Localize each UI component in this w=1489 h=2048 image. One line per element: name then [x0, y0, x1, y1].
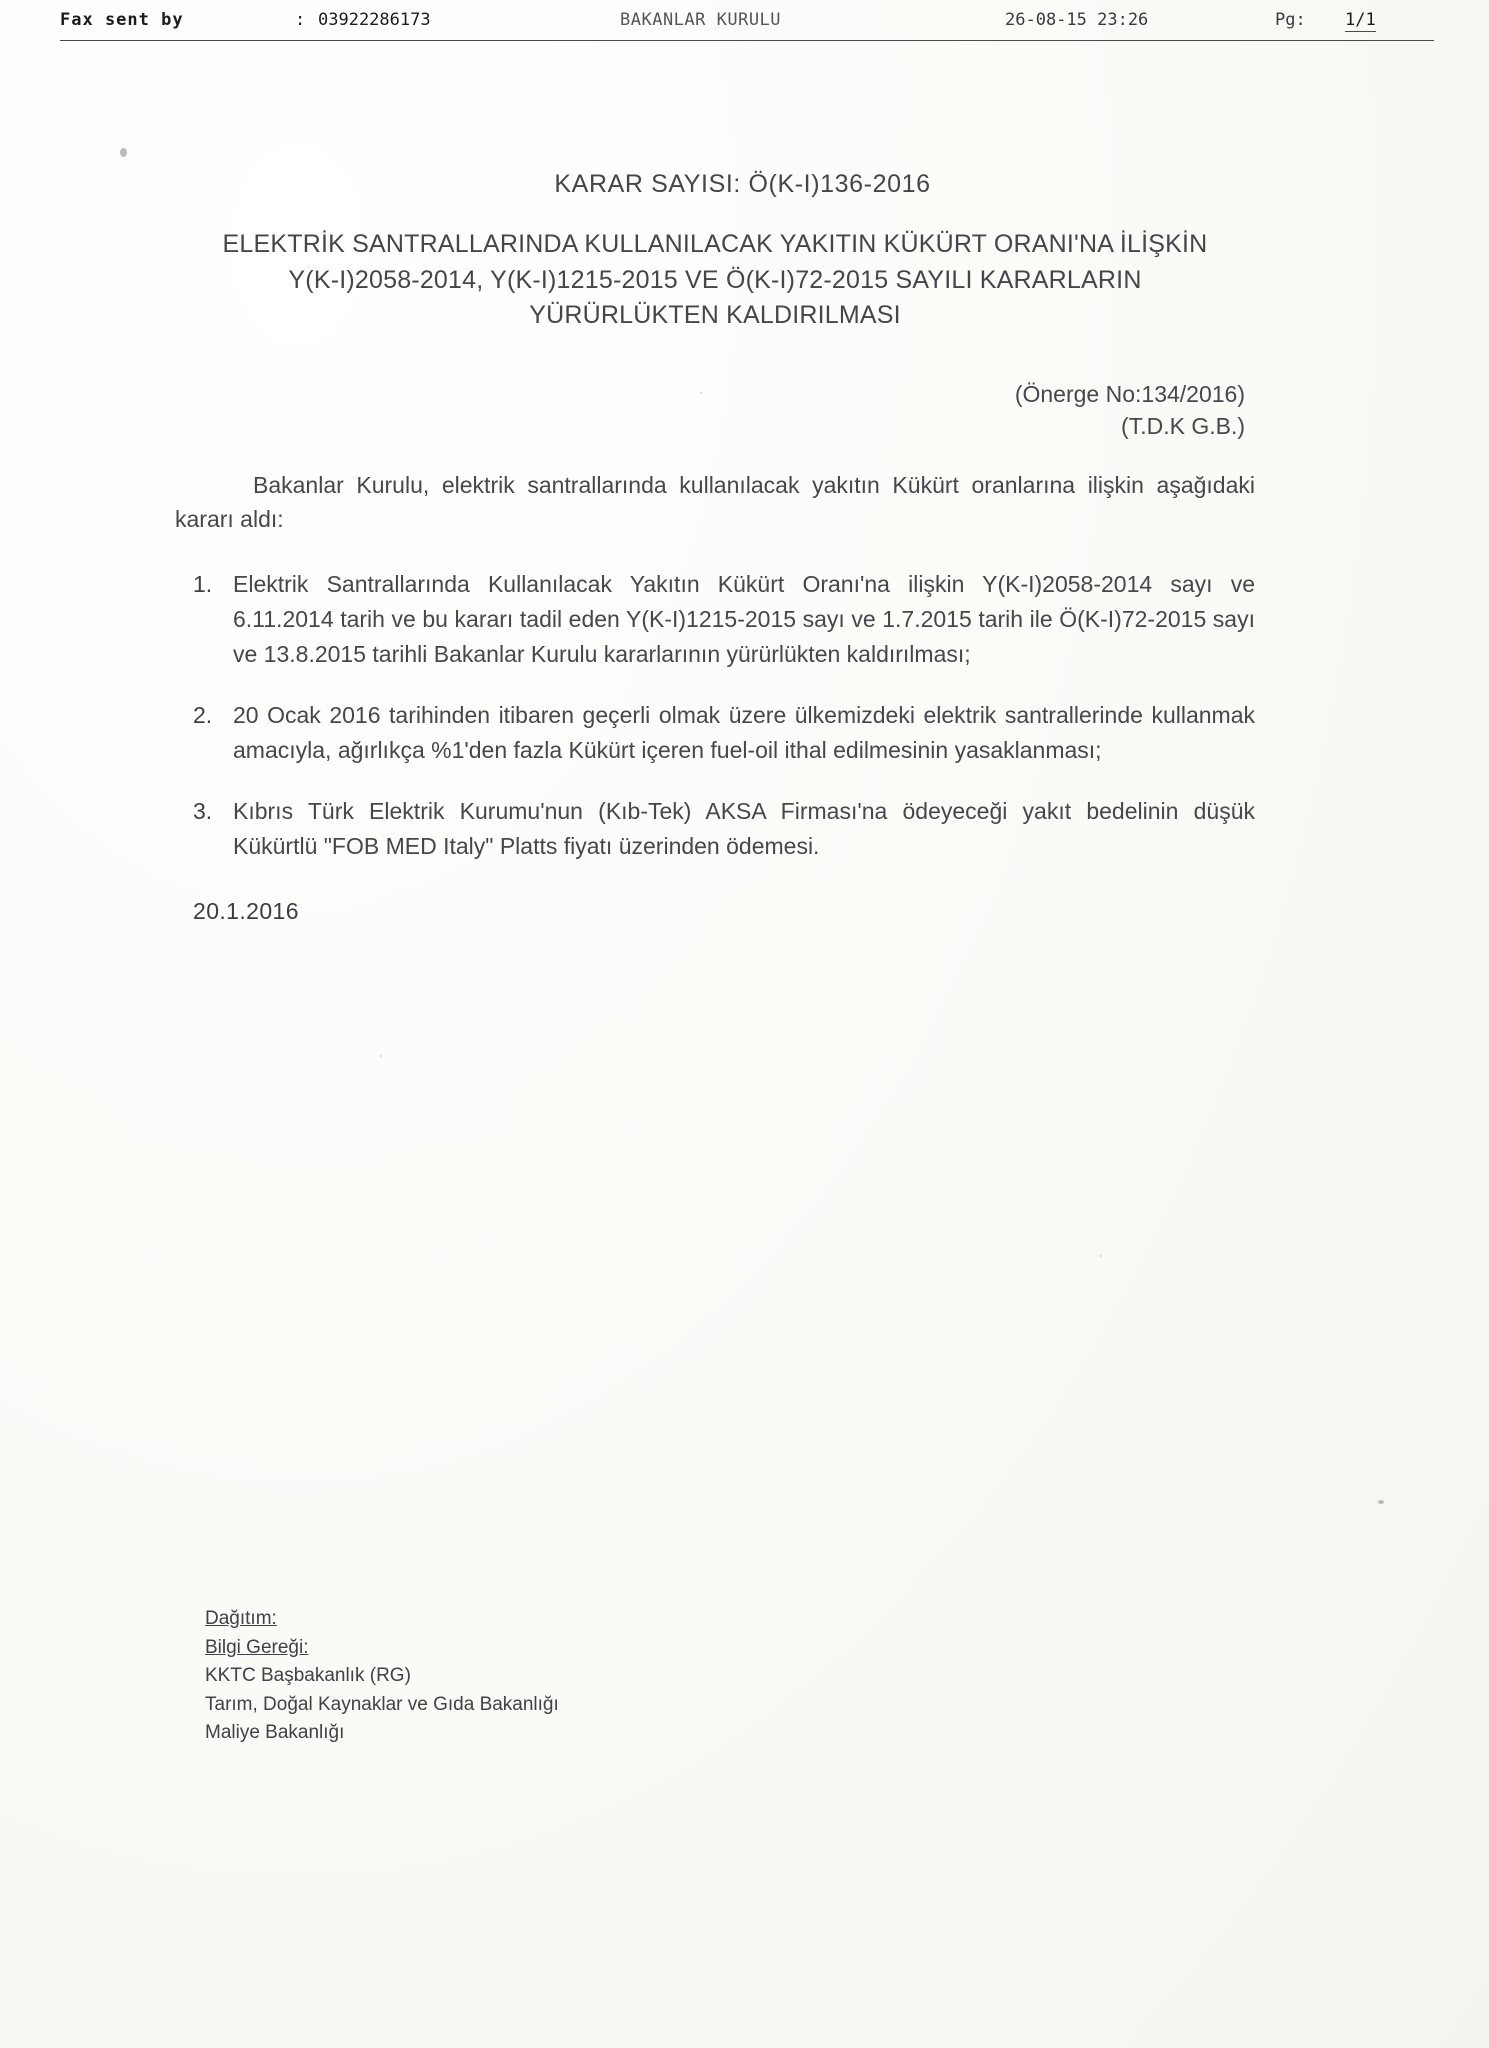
fax-timestamp: 26-08-15 23:26: [1005, 10, 1149, 30]
clause-item: Kıbrıs Türk Elektrik Kurumu'nun (Kıb-Tek) AKSA Firması'na ödeyeceği yakıt bedelinin düşük Kükürtlü "FOB MED Italy" Platts fiyatı üzerinden ödemesi.: [233, 797, 1255, 859]
distribution-heading: Dağıtım:: [205, 1608, 277, 1629]
distribution-item: KKTC Başbakanlık (RG): [205, 1665, 411, 1686]
clause-list: [175, 567, 1255, 864]
document-date: 20.1.2016: [193, 897, 299, 924]
title-line-1: ELEKTRİK SANTRALLARINDA KULLANILACAK YAKITIN KÜKÜRT ORANI'NA İLİŞKİN: [222, 230, 1208, 258]
scan-dot: [1100, 1255, 1102, 1257]
title-line-2: Y(K-I)2058-2014, Y(K-I)1215-2015 VE Ö(K-I)72-2015 SAYILI KARARLARIN: [288, 265, 1142, 294]
distribution-block: [205, 1605, 559, 1748]
proposal-meta: [175, 378, 1255, 442]
fax-sender-number: 03922286173: [318, 10, 431, 30]
intro-paragraph: [175, 468, 1255, 537]
fax-sent-by-label: Fax sent by: [60, 10, 184, 30]
distribution-subheading: Bilgi Gereği:: [205, 1636, 309, 1658]
fax-sender-office: BAKANLAR KURULU: [620, 10, 782, 30]
fax-transmission-header: [60, 10, 1434, 44]
distribution-item: Maliye Bakanlığı: [205, 1722, 345, 1743]
decision-number: KARAR SAYISI: Ö(K-I)136-2016: [554, 170, 931, 198]
fax-page-number: 1/1: [1345, 10, 1376, 30]
clause-item: Elektrik Santrallarında Kullanılacak Yakıtın Kükürt Oranı'na ilişkin Y(K-I)2058-2014 sayı ve 6.11.2014 tarih ve bu kararı tadil eden Y(K-I)1215-2015 sayı ve 1.7.2015 tarih ile Ö(K-I)72-2015 sayı ve 13.8.2015 tarihli Bakanlar Kurulu kararlarının yürürlükten kaldırılması;: [233, 570, 1255, 667]
header-divider: [60, 40, 1434, 41]
distribution-item: Tarım, Doğal Kaynaklar ve Gıda Bakanlığı: [205, 1693, 559, 1715]
clause-item: 20 Ocak 2016 tarihinden itibaren geçerli olmak üzere ülkemizdeki elektrik santrallerinde kullanmak amacıyla, ağırlıkça %1'den fazla Kükürt içeren fuel-oil ithal edilmesinin yasaklanması;: [233, 701, 1255, 763]
fax-colon: :: [295, 10, 306, 30]
title-line-3: YÜRÜRLÜKTEN KALDIRILMASI: [529, 301, 901, 329]
scan-speck: [120, 148, 127, 157]
document-body: [175, 170, 1255, 925]
fax-page-label: Pg:: [1275, 10, 1306, 30]
intro-text: Bakanlar Kurulu, elektrik santrallarında kullanılacak yakıtın Kükürt oranlarına ilişkin aşağıdaki kararı aldı:: [175, 471, 1255, 533]
scan-speck: [1378, 1500, 1384, 1504]
proposal-number: (Önerge No:134/2016): [1014, 380, 1245, 407]
issuing-unit: (T.D.K G.B.): [1121, 412, 1245, 439]
document-title: [175, 227, 1255, 334]
scan-dot: [380, 1055, 382, 1057]
